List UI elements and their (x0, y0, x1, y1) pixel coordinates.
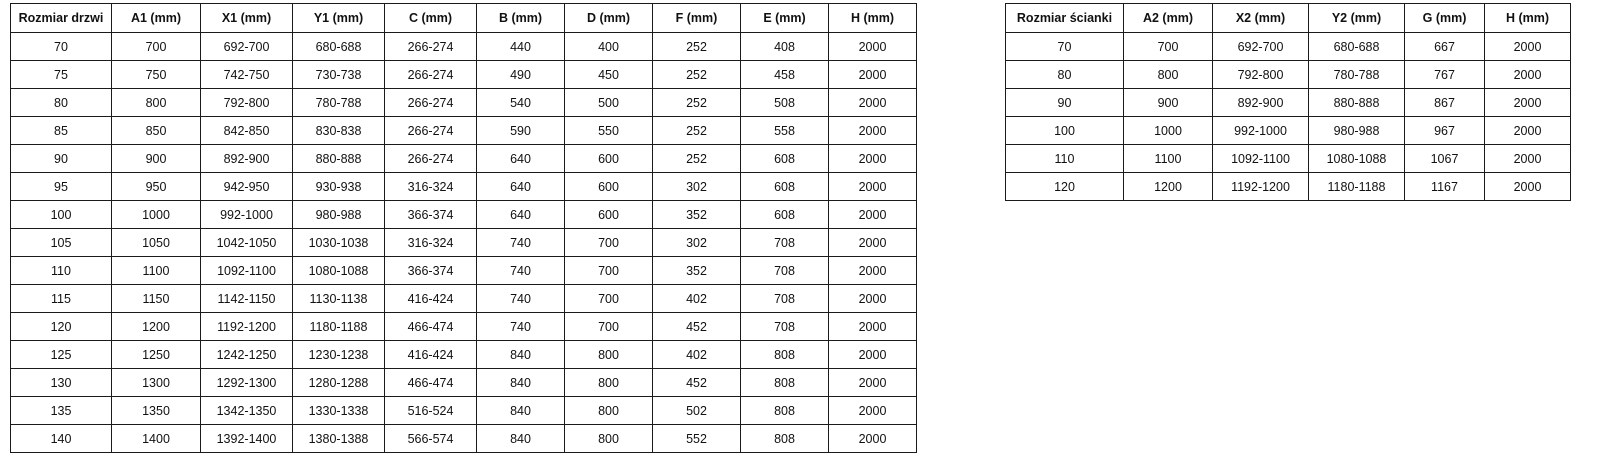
column-header-e: E (mm) (741, 4, 829, 33)
table-cell: 316-324 (385, 229, 477, 257)
table-cell: 266-274 (385, 117, 477, 145)
table-cell: 1130-1138 (293, 285, 385, 313)
wall-dimensions-table-container (1005, 3, 1571, 201)
table-cell: 90 (1006, 89, 1124, 117)
table-cell: 967 (1405, 117, 1485, 145)
table-cell: 115 (11, 285, 112, 313)
table-cell: 2000 (829, 341, 917, 369)
table-cell: 830-838 (293, 117, 385, 145)
table-cell: 400 (565, 33, 653, 61)
table-cell: 316-324 (385, 173, 477, 201)
table-row (1006, 61, 1571, 89)
table-cell: 880-888 (1309, 89, 1405, 117)
column-header-x1: X1 (mm) (201, 4, 293, 33)
column-header-c: C (mm) (385, 4, 477, 33)
table-row (11, 89, 917, 117)
table-cell: 452 (653, 369, 741, 397)
table-cell: 792-800 (1213, 61, 1309, 89)
table-row (11, 285, 917, 313)
table-cell: 900 (112, 145, 201, 173)
table-cell: 840 (477, 397, 565, 425)
table-cell: 2000 (1485, 61, 1571, 89)
table-cell: 608 (741, 201, 829, 229)
column-header-d: D (mm) (565, 4, 653, 33)
table-cell: 840 (477, 425, 565, 453)
table-cell: 2000 (1485, 173, 1571, 201)
table-cell: 2000 (1485, 89, 1571, 117)
wall-table-header (1006, 4, 1571, 33)
table-cell: 992-1000 (201, 201, 293, 229)
table-cell: 95 (11, 173, 112, 201)
table-cell: 740 (477, 257, 565, 285)
column-header-h: H (mm) (829, 4, 917, 33)
table-cell: 600 (565, 145, 653, 173)
table-cell: 992-1000 (1213, 117, 1309, 145)
table-cell: 2000 (829, 369, 917, 397)
table-cell: 540 (477, 89, 565, 117)
table-cell: 640 (477, 201, 565, 229)
table-row (11, 397, 917, 425)
table-cell: 608 (741, 145, 829, 173)
table-cell: 1080-1088 (293, 257, 385, 285)
doors-dimensions-table-container (10, 3, 917, 453)
table-cell: 90 (11, 145, 112, 173)
table-row (11, 201, 917, 229)
table-cell: 75 (11, 61, 112, 89)
table-cell: 130 (11, 369, 112, 397)
table-cell: 800 (565, 425, 653, 453)
table-row (11, 229, 917, 257)
table-cell: 550 (565, 117, 653, 145)
table-cell: 708 (741, 313, 829, 341)
table-cell: 840 (477, 369, 565, 397)
table-cell: 800 (1124, 61, 1213, 89)
table-cell: 1192-1200 (201, 313, 293, 341)
table-cell: 1330-1338 (293, 397, 385, 425)
table-cell: 85 (11, 117, 112, 145)
table-cell: 600 (565, 173, 653, 201)
column-header-a2: A2 (mm) (1124, 4, 1213, 33)
table-cell: 2000 (829, 117, 917, 145)
column-header-wall-size: Rozmiar ścianki (1006, 4, 1124, 33)
table-cell: 1180-1188 (293, 313, 385, 341)
table-cell: 502 (653, 397, 741, 425)
table-cell: 800 (565, 397, 653, 425)
table-cell: 500 (565, 89, 653, 117)
table-cell: 2000 (1485, 145, 1571, 173)
table-cell: 466-474 (385, 313, 477, 341)
column-header-door-size: Rozmiar drzwi (11, 4, 112, 33)
table-cell: 640 (477, 173, 565, 201)
table-cell: 566-574 (385, 425, 477, 453)
table-cell: 100 (11, 201, 112, 229)
table-cell: 1242-1250 (201, 341, 293, 369)
table-row (1006, 173, 1571, 201)
doors-dimensions-table (10, 3, 917, 453)
table-cell: 1100 (112, 257, 201, 285)
table-cell: 692-700 (201, 33, 293, 61)
column-header-a1: A1 (mm) (112, 4, 201, 33)
table-cell: 266-274 (385, 33, 477, 61)
table-cell: 140 (11, 425, 112, 453)
column-header-x2: X2 (mm) (1213, 4, 1309, 33)
table-cell: 892-900 (201, 145, 293, 173)
table-cell: 266-274 (385, 145, 477, 173)
table-cell: 1092-1100 (201, 257, 293, 285)
column-header-b: B (mm) (477, 4, 565, 33)
table-row (11, 33, 917, 61)
table-cell: 808 (741, 425, 829, 453)
table-cell: 252 (653, 89, 741, 117)
table-cell: 680-688 (1309, 33, 1405, 61)
table-cell: 808 (741, 341, 829, 369)
table-cell: 2000 (829, 61, 917, 89)
table-cell: 2000 (829, 173, 917, 201)
table-cell: 708 (741, 285, 829, 313)
table-cell: 692-700 (1213, 33, 1309, 61)
table-cell: 900 (1124, 89, 1213, 117)
table-cell: 942-950 (201, 173, 293, 201)
table-row (11, 425, 917, 453)
table-cell: 742-750 (201, 61, 293, 89)
table-cell: 2000 (1485, 117, 1571, 145)
table-cell: 1400 (112, 425, 201, 453)
table-cell: 750 (112, 61, 201, 89)
table-cell: 2000 (829, 201, 917, 229)
table-cell: 266-274 (385, 61, 477, 89)
table-row (1006, 117, 1571, 145)
table-cell: 80 (11, 89, 112, 117)
table-cell: 1080-1088 (1309, 145, 1405, 173)
table-row (11, 369, 917, 397)
table-cell: 352 (653, 201, 741, 229)
table-cell: 842-850 (201, 117, 293, 145)
column-header-y1: Y1 (mm) (293, 4, 385, 33)
table-header-row (11, 4, 917, 33)
table-cell: 2000 (829, 229, 917, 257)
table-cell: 708 (741, 257, 829, 285)
table-cell: 408 (741, 33, 829, 61)
table-cell: 302 (653, 173, 741, 201)
table-cell: 1100 (1124, 145, 1213, 173)
table-cell: 700 (565, 257, 653, 285)
table-cell: 700 (1124, 33, 1213, 61)
table-cell: 2000 (829, 313, 917, 341)
table-cell: 780-788 (293, 89, 385, 117)
table-cell: 2000 (829, 257, 917, 285)
table-row (11, 313, 917, 341)
column-header-h2: H (mm) (1485, 4, 1571, 33)
table-cell: 440 (477, 33, 565, 61)
table-cell: 880-888 (293, 145, 385, 173)
table-cell: 2000 (829, 33, 917, 61)
table-cell: 730-738 (293, 61, 385, 89)
table-cell: 105 (11, 229, 112, 257)
table-cell: 800 (565, 341, 653, 369)
table-cell: 2000 (829, 397, 917, 425)
table-cell: 1050 (112, 229, 201, 257)
table-cell: 1192-1200 (1213, 173, 1309, 201)
table-cell: 402 (653, 285, 741, 313)
table-cell: 808 (741, 369, 829, 397)
table-cell: 100 (1006, 117, 1124, 145)
table-cell: 135 (11, 397, 112, 425)
table-header-row (1006, 4, 1571, 33)
table-cell: 600 (565, 201, 653, 229)
table-cell: 780-788 (1309, 61, 1405, 89)
table-cell: 1200 (112, 313, 201, 341)
table-cell: 930-938 (293, 173, 385, 201)
table-cell: 252 (653, 117, 741, 145)
table-cell: 1250 (112, 341, 201, 369)
table-cell: 2000 (829, 89, 917, 117)
table-cell: 366-374 (385, 257, 477, 285)
wall-dimensions-table (1005, 3, 1571, 201)
table-cell: 252 (653, 33, 741, 61)
table-cell: 1042-1050 (201, 229, 293, 257)
table-cell: 1292-1300 (201, 369, 293, 397)
table-cell: 125 (11, 341, 112, 369)
doors-table-body (11, 33, 917, 453)
table-cell: 740 (477, 229, 565, 257)
table-cell: 352 (653, 257, 741, 285)
table-row (11, 145, 917, 173)
table-cell: 700 (565, 285, 653, 313)
table-cell: 120 (1006, 173, 1124, 201)
table-cell: 1167 (1405, 173, 1485, 201)
table-cell: 800 (565, 369, 653, 397)
table-row (11, 257, 917, 285)
table-row (11, 61, 917, 89)
table-cell: 680-688 (293, 33, 385, 61)
column-header-y2: Y2 (mm) (1309, 4, 1405, 33)
table-cell: 252 (653, 61, 741, 89)
table-cell: 850 (112, 117, 201, 145)
table-cell: 1142-1150 (201, 285, 293, 313)
table-cell: 1150 (112, 285, 201, 313)
table-row (1006, 89, 1571, 117)
table-cell: 1000 (1124, 117, 1213, 145)
table-cell: 667 (1405, 33, 1485, 61)
column-header-f: F (mm) (653, 4, 741, 33)
table-cell: 840 (477, 341, 565, 369)
table-cell: 70 (1006, 33, 1124, 61)
table-row (1006, 33, 1571, 61)
table-cell: 120 (11, 313, 112, 341)
table-row (11, 341, 917, 369)
table-cell: 450 (565, 61, 653, 89)
table-cell: 1092-1100 (1213, 145, 1309, 173)
wall-table-body (1006, 33, 1571, 201)
table-cell: 892-900 (1213, 89, 1309, 117)
table-cell: 792-800 (201, 89, 293, 117)
table-cell: 867 (1405, 89, 1485, 117)
table-cell: 740 (477, 313, 565, 341)
table-cell: 1230-1238 (293, 341, 385, 369)
table-cell: 416-424 (385, 341, 477, 369)
table-cell: 1350 (112, 397, 201, 425)
table-cell: 402 (653, 341, 741, 369)
table-cell: 800 (112, 89, 201, 117)
table-cell: 252 (653, 145, 741, 173)
table-cell: 1000 (112, 201, 201, 229)
table-cell: 366-374 (385, 201, 477, 229)
table-cell: 590 (477, 117, 565, 145)
table-cell: 110 (1006, 145, 1124, 173)
table-cell: 458 (741, 61, 829, 89)
table-cell: 1030-1038 (293, 229, 385, 257)
table-cell: 1392-1400 (201, 425, 293, 453)
table-cell: 700 (565, 229, 653, 257)
table-cell: 708 (741, 229, 829, 257)
table-row (11, 173, 917, 201)
table-cell: 1067 (1405, 145, 1485, 173)
table-row (11, 117, 917, 145)
table-cell: 508 (741, 89, 829, 117)
table-cell: 1280-1288 (293, 369, 385, 397)
table-cell: 808 (741, 397, 829, 425)
table-cell: 740 (477, 285, 565, 313)
table-cell: 1300 (112, 369, 201, 397)
table-cell: 1200 (1124, 173, 1213, 201)
table-cell: 2000 (829, 285, 917, 313)
table-cell: 416-424 (385, 285, 477, 313)
table-cell: 70 (11, 33, 112, 61)
table-cell: 466-474 (385, 369, 477, 397)
table-cell: 516-524 (385, 397, 477, 425)
doors-table-header (11, 4, 917, 33)
table-cell: 2000 (829, 425, 917, 453)
table-cell: 1342-1350 (201, 397, 293, 425)
table-cell: 2000 (829, 145, 917, 173)
table-cell: 2000 (1485, 33, 1571, 61)
table-cell: 266-274 (385, 89, 477, 117)
table-cell: 558 (741, 117, 829, 145)
table-cell: 980-988 (1309, 117, 1405, 145)
table-cell: 302 (653, 229, 741, 257)
table-cell: 80 (1006, 61, 1124, 89)
column-header-g: G (mm) (1405, 4, 1485, 33)
table-cell: 552 (653, 425, 741, 453)
table-cell: 950 (112, 173, 201, 201)
table-cell: 640 (477, 145, 565, 173)
table-cell: 1380-1388 (293, 425, 385, 453)
table-cell: 700 (565, 313, 653, 341)
table-cell: 110 (11, 257, 112, 285)
table-cell: 452 (653, 313, 741, 341)
table-cell: 767 (1405, 61, 1485, 89)
table-cell: 980-988 (293, 201, 385, 229)
table-cell: 700 (112, 33, 201, 61)
table-cell: 490 (477, 61, 565, 89)
table-row (1006, 145, 1571, 173)
table-cell: 608 (741, 173, 829, 201)
table-cell: 1180-1188 (1309, 173, 1405, 201)
